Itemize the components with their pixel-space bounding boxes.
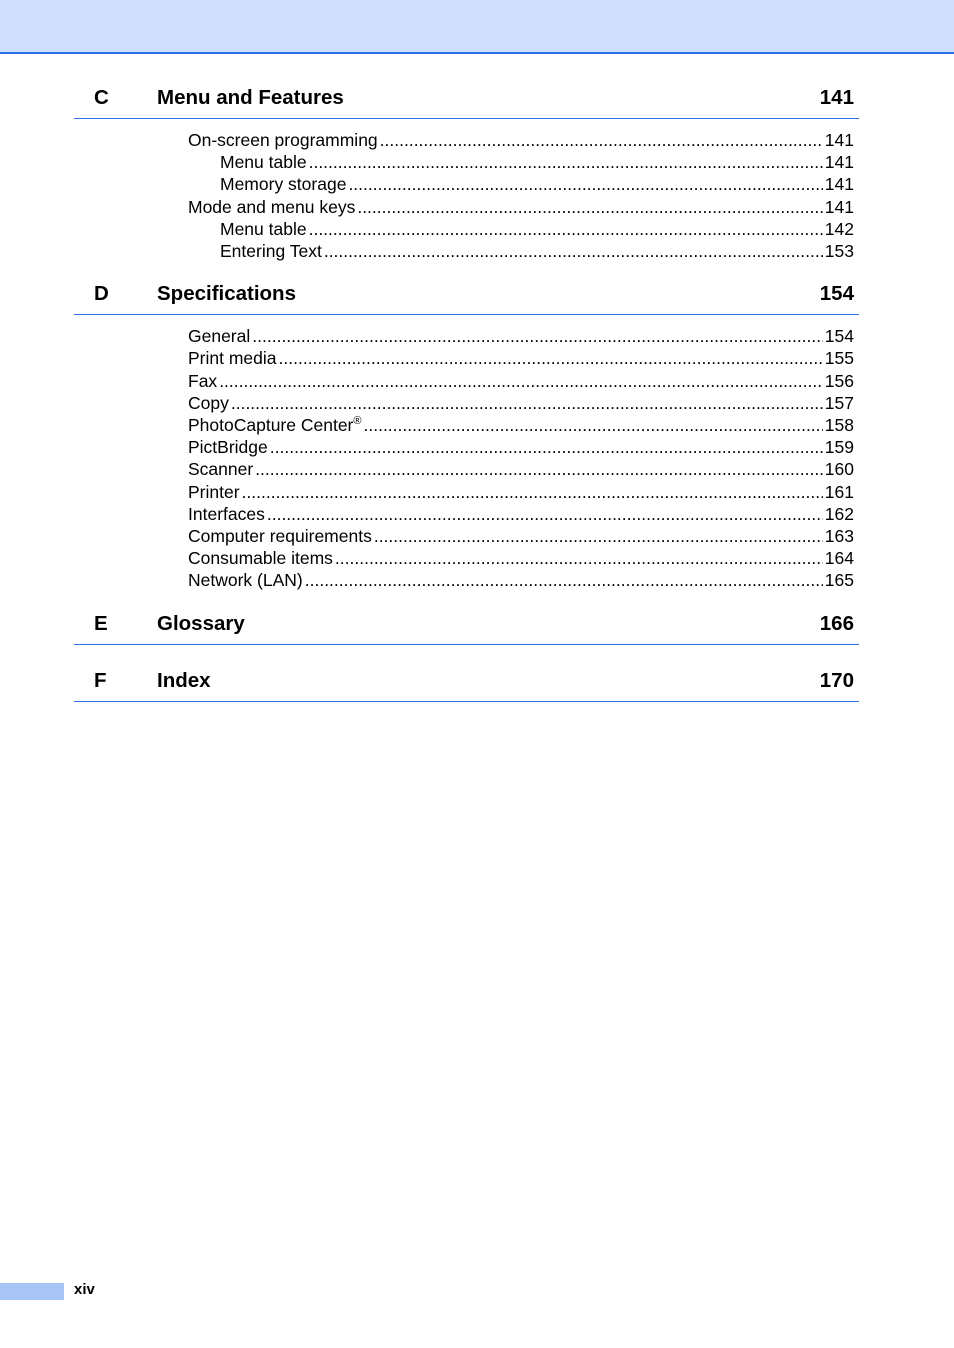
toc-entry[interactable] bbox=[188, 347, 854, 369]
entry-label: Scanner bbox=[188, 459, 254, 480]
chapter-page: 141 bbox=[819, 86, 854, 109]
entry-list bbox=[74, 315, 859, 591]
header-band bbox=[0, 0, 954, 54]
dot-leader bbox=[219, 370, 823, 392]
chapter-f bbox=[74, 669, 859, 702]
dot-leader bbox=[267, 503, 823, 525]
dot-leader bbox=[270, 436, 823, 458]
entry-page: 164 bbox=[824, 548, 854, 569]
entry-label-text: PhotoCapture Center bbox=[188, 415, 354, 436]
entry-page: 142 bbox=[824, 218, 854, 239]
entry-label: Interfaces bbox=[188, 503, 265, 524]
dot-leader bbox=[305, 569, 823, 591]
chapter-c bbox=[74, 86, 859, 262]
dot-leader bbox=[279, 347, 823, 369]
entry-page: 156 bbox=[824, 370, 854, 391]
entry-label: Network (LAN) bbox=[188, 570, 303, 591]
entry-page: 160 bbox=[824, 459, 854, 480]
dot-leader bbox=[335, 547, 823, 569]
entry-page: 141 bbox=[824, 130, 854, 150]
entry-label: Memory storage bbox=[220, 174, 347, 195]
dot-leader bbox=[309, 151, 823, 173]
chapter-letter: F bbox=[94, 668, 107, 692]
toc-subentry[interactable] bbox=[188, 151, 854, 173]
chapter-title: Menu and Features bbox=[157, 86, 344, 109]
chapter-heading[interactable] bbox=[74, 86, 859, 119]
entry-page: 162 bbox=[824, 503, 854, 524]
entry-label: Fax bbox=[188, 370, 218, 391]
dot-leader bbox=[252, 325, 823, 347]
chapter-heading[interactable] bbox=[74, 669, 859, 702]
entry-label: Copy bbox=[188, 392, 229, 413]
footer-tab bbox=[0, 1283, 64, 1300]
toc-entry[interactable] bbox=[188, 392, 854, 414]
entry-label: Printer bbox=[188, 481, 240, 502]
entry-page: 157 bbox=[824, 392, 854, 413]
dot-leader bbox=[380, 129, 823, 151]
table-of-contents bbox=[74, 86, 859, 722]
toc-entry[interactable] bbox=[188, 196, 854, 218]
chapter-heading[interactable] bbox=[74, 612, 859, 645]
toc-entry[interactable] bbox=[188, 370, 854, 392]
toc-entry[interactable] bbox=[188, 436, 854, 458]
entry-page: 153 bbox=[824, 241, 854, 262]
entry-page: 155 bbox=[824, 348, 854, 369]
chapter-d bbox=[74, 282, 859, 591]
chapter-heading[interactable] bbox=[74, 282, 859, 315]
dot-leader bbox=[242, 481, 823, 503]
toc-subentry[interactable] bbox=[188, 240, 854, 262]
entry-page: 158 bbox=[824, 415, 854, 436]
entry-page: 161 bbox=[824, 481, 854, 502]
dot-leader bbox=[374, 525, 823, 547]
entry-label: Computer requirements bbox=[188, 526, 372, 547]
toc-entry[interactable] bbox=[188, 503, 854, 525]
entry-label: General bbox=[188, 326, 251, 347]
dot-leader bbox=[364, 414, 823, 436]
toc-entry[interactable] bbox=[188, 458, 854, 480]
chapter-letter: C bbox=[94, 86, 109, 109]
entry-label bbox=[188, 414, 362, 436]
chapter-page: 170 bbox=[819, 668, 854, 692]
toc-entry[interactable] bbox=[188, 325, 854, 347]
entry-page: 163 bbox=[824, 526, 854, 547]
toc-entry[interactable] bbox=[188, 414, 854, 436]
toc-subentry[interactable] bbox=[188, 218, 854, 240]
toc-entry[interactable] bbox=[188, 129, 854, 151]
registered-mark: ® bbox=[353, 415, 362, 428]
entry-list bbox=[74, 119, 859, 262]
toc-entry[interactable] bbox=[188, 481, 854, 503]
chapter-letter: E bbox=[94, 611, 108, 635]
page-number: xiv bbox=[74, 1281, 95, 1298]
toc-subentry[interactable] bbox=[188, 173, 854, 195]
dot-leader bbox=[309, 218, 823, 240]
entry-label: Print media bbox=[188, 348, 277, 369]
entry-label: PictBridge bbox=[188, 437, 268, 458]
dot-leader bbox=[231, 392, 823, 414]
dot-leader bbox=[324, 240, 823, 262]
entry-label: Menu table bbox=[220, 152, 307, 173]
dot-leader bbox=[348, 173, 822, 195]
dot-leader bbox=[255, 458, 823, 480]
chapter-page: 166 bbox=[819, 611, 854, 635]
dot-leader bbox=[357, 196, 822, 218]
toc-entry[interactable] bbox=[188, 525, 854, 547]
chapter-e bbox=[74, 612, 859, 645]
entry-page: 141 bbox=[824, 174, 854, 195]
entry-page: 165 bbox=[824, 570, 854, 591]
chapter-title: Glossary bbox=[157, 611, 245, 635]
chapter-page: 154 bbox=[819, 282, 854, 306]
toc-entry[interactable] bbox=[188, 569, 854, 591]
entry-label: Menu table bbox=[220, 218, 307, 239]
entry-page: 141 bbox=[824, 152, 854, 173]
entry-page: 159 bbox=[824, 437, 854, 458]
entry-label: Entering Text bbox=[220, 241, 322, 262]
entry-page: 141 bbox=[824, 196, 854, 217]
toc-entry[interactable] bbox=[188, 547, 854, 569]
entry-page: 154 bbox=[824, 326, 854, 347]
chapter-title: Index bbox=[157, 668, 211, 692]
chapter-letter: D bbox=[94, 282, 109, 306]
chapter-title: Specifications bbox=[157, 282, 296, 306]
entry-label: On-screen programming bbox=[188, 130, 378, 150]
entry-label: Consumable items bbox=[188, 548, 333, 569]
entry-label: Mode and menu keys bbox=[188, 196, 356, 217]
